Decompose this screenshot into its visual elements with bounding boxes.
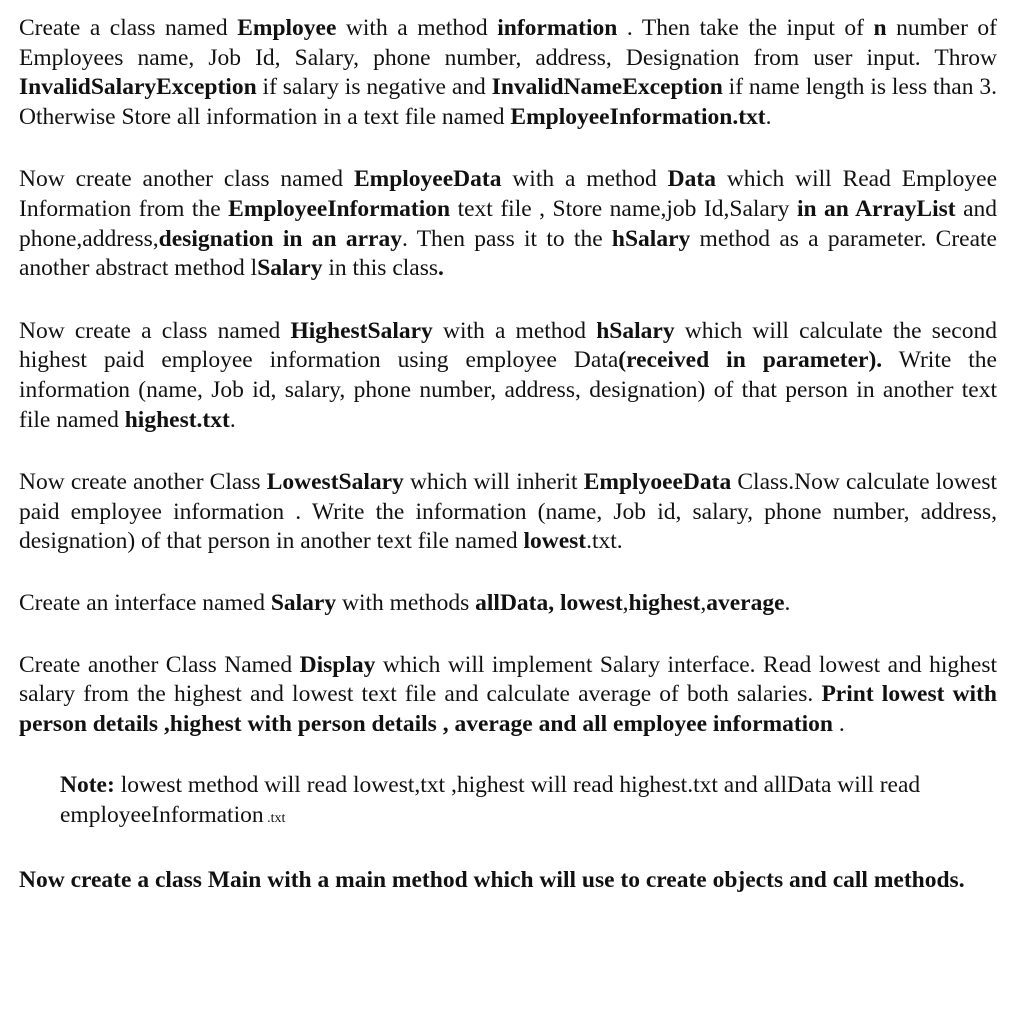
text-segment: EmployeeInformation.txt [510,103,766,130]
paragraph-highest-salary-class [19,317,997,435]
text-segment: , [622,589,629,616]
text-segment: which will inherit [403,469,584,496]
text-segment: . [765,103,772,130]
text-segment: Print lowest with person details ,highest with person details , average and all employee information [19,681,997,737]
text-segment: Now create another class named [19,166,354,193]
text-segment: LowestSalary [266,469,404,496]
text-segment: in this class [322,255,439,282]
paragraph-main-class [19,866,997,896]
text-segment: hSalary [611,225,691,252]
text-segment: . [229,406,236,433]
text-segment: text file , Store name,job Id,Salary [450,195,797,222]
paragraph-employee-class [19,14,997,132]
text-segment: and phone,address, [19,195,998,252]
paragraph-note [60,771,997,833]
text-segment: lowest [523,528,587,555]
text-segment: with a method [501,166,668,193]
text-segment: hSalary [596,317,675,344]
paragraph-salary-interface [19,589,997,619]
text-segment: in an ArrayList [796,195,956,222]
text-segment: Data [667,166,716,193]
text-segment: InvalidSalaryException [19,74,257,101]
text-segment: EmployeeInformation [228,195,451,222]
text-segment: Display [299,651,376,678]
text-segment: . [833,710,845,737]
text-segment: Salary [257,255,323,282]
text-segment: Now create a class named [19,317,291,344]
text-segment: .txt [263,810,286,826]
text-segment: Create an interface named [19,589,271,616]
text-segment: Note: [60,772,115,799]
text-segment: which will implement Salary interface. Read lowest and highest salary from the highest and lowest text file and calculate average of both salaries. [19,651,998,708]
text-segment: highest [628,589,701,616]
text-segment: if name length is less than 3. Otherwise Store all information in a text file named [19,74,997,130]
text-segment: (received in parameter). [618,347,883,374]
text-segment: average [706,589,785,616]
text-segment: method as a parameter. Create another abstract method l [19,225,997,282]
text-segment: . Then take the input of [617,15,874,41]
text-segment: EmployeeData [353,166,502,193]
text-segment: number of Employees name, Job Id, Salary, phone number, address, Designation from user input. Throw [19,15,997,71]
text-segment: HighestSalary [290,317,433,344]
paragraph-employee-data-class [19,165,997,283]
text-segment: EmplyoeeData [583,469,732,496]
text-segment: if salary is negative and [256,74,492,101]
text-segment: which will Read Employee Information from the [19,166,997,222]
text-segment: Salary [270,589,337,616]
text-segment: Now create another Class [19,469,267,496]
text-segment: Employee [237,15,337,41]
text-segment: with a method [336,15,498,41]
text-segment: InvalidNameException [491,74,723,101]
text-segment: with methods [336,589,476,616]
text-segment: information [497,15,618,41]
text-segment: allData, lowest [475,589,623,616]
text-segment: Create a class named [19,15,238,41]
text-segment: with a method [432,317,597,344]
text-segment: designation in an array [158,225,402,252]
document-page [19,14,997,896]
text-segment: Now create a class Main with a main method which will use to create objects and call methods. [19,867,965,894]
text-segment: n [873,15,887,41]
text-segment: . [438,255,444,282]
text-segment: Create another Class Named [19,651,300,678]
text-segment: . [784,589,791,616]
text-segment: lowest method will read lowest,txt ,highest will read highest.txt and allData will read employeeInformation [60,772,921,828]
text-segment: , [700,589,707,616]
text-segment: .txt. [586,528,623,555]
text-segment: highest.txt [124,406,230,433]
text-segment: Write the information (name, Job id, salary, phone number, address, designation) of that person in another text file named [19,347,997,433]
text-segment: . Then pass it to the [401,225,612,252]
paragraph-lowest-salary-class [19,468,997,557]
paragraph-display-class [19,651,997,740]
text-segment: which will calculate the second highest paid employee information using employee Data [19,317,997,374]
text-segment: Class.Now calculate lowest paid employee information . Write the information (name, Job id, salary, phone number, address, designation) of that person in another text file named [19,469,997,555]
